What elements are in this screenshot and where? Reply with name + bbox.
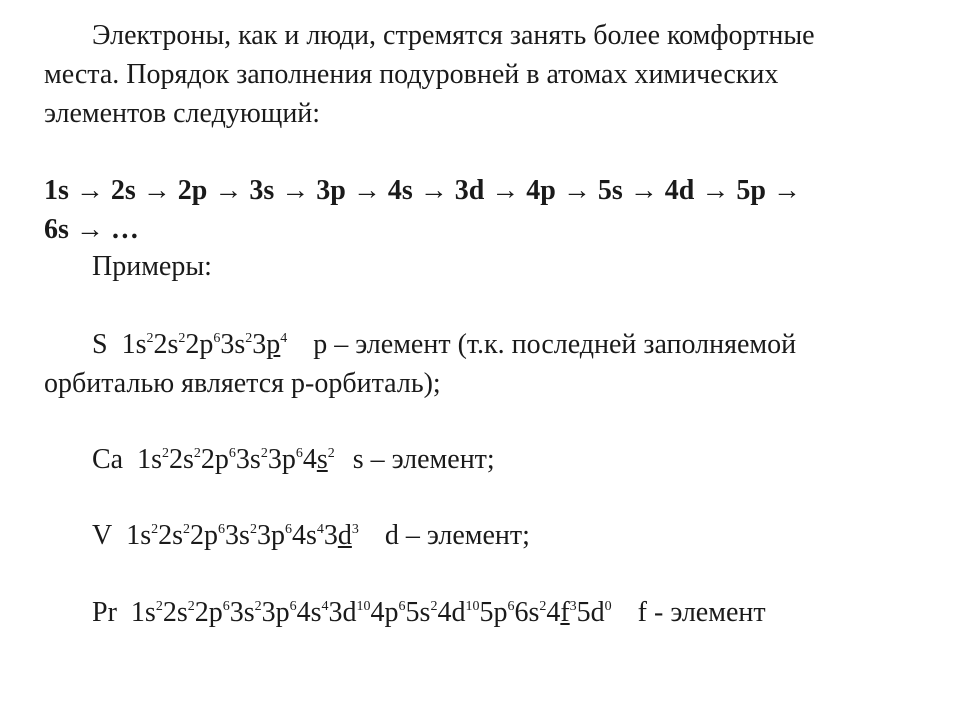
electron-count: 10: [465, 598, 480, 614]
orbital-term: 1s: [121, 329, 147, 360]
orbital-term: s: [316, 444, 328, 475]
orbital-term: 3s: [235, 444, 261, 475]
electron-count: 2: [260, 445, 268, 461]
electron-count: 6: [213, 330, 221, 346]
electron-count: 4: [280, 330, 288, 346]
orbital-term: 3p: [267, 444, 296, 475]
orbital-term: p: [266, 329, 281, 360]
electron-count: 2: [178, 330, 186, 346]
electron-count: 2: [146, 330, 154, 346]
electron-count: 2: [327, 445, 335, 461]
electron-count: 2: [539, 598, 547, 614]
orbital-term: 2p: [190, 520, 219, 551]
element-type-note: s – элемент;: [352, 444, 495, 475]
orbital-term: 2s: [169, 444, 194, 475]
electron-count: 4: [316, 521, 324, 537]
electron-count: 10: [356, 598, 371, 614]
orbital-term: 1s: [137, 444, 163, 475]
intro-line-1: Электроны, как и люди, стремятся занять более комфортные: [92, 20, 815, 51]
electron-count: 2: [162, 445, 170, 461]
electron-configuration: [122, 329, 288, 360]
electron-count: 0: [604, 598, 612, 614]
electron-count: 6: [295, 445, 303, 461]
orbital-term: 4d: [437, 597, 466, 628]
electron-count: 3: [569, 598, 577, 614]
electron-count: 2: [155, 598, 163, 614]
example-praseodymium: [92, 595, 766, 631]
orbital-term: 5p: [479, 597, 508, 628]
filling-order-line-2: 6s → …: [44, 214, 139, 245]
electron-count: 6: [218, 521, 226, 537]
orbital-term: 3: [323, 520, 338, 551]
orbital-term: 2s: [162, 597, 188, 628]
orbital-term: 3s: [229, 597, 255, 628]
electron-count: 2: [151, 521, 159, 537]
orbital-term: 3: [252, 329, 267, 360]
examples-heading: Примеры:: [92, 251, 212, 282]
example-sulfur-note-cont: орбиталью является р-орбиталь);: [44, 368, 441, 399]
element-symbol: Pr: [92, 597, 117, 628]
electron-count: 2: [187, 598, 195, 614]
electron-configuration: [126, 520, 359, 551]
electron-count: 6: [398, 598, 406, 614]
orbital-term: 4: [302, 444, 317, 475]
orbital-term: 3p: [261, 597, 290, 628]
example-vanadium: [92, 518, 530, 554]
element-symbol: Ca: [92, 444, 124, 475]
orbital-term: d: [337, 520, 352, 551]
electron-count: 2: [193, 445, 201, 461]
electron-count: 2: [254, 598, 262, 614]
electron-count: 2: [245, 330, 253, 346]
electron-count: 4: [321, 598, 329, 614]
element-type-note: p – элемент (т.к. последней заполняемой: [313, 329, 797, 360]
orbital-term: 3d: [328, 597, 357, 628]
filling-order-line-1: 1s → 2s → 2p → 3s → 3p → 4s → 3d → 4p → 5s → 4d → 5p →: [44, 175, 801, 206]
orbital-term: f: [560, 597, 570, 628]
electron-count: 2: [249, 521, 257, 537]
orbital-term: 2p: [194, 597, 223, 628]
electron-count: 6: [507, 598, 515, 614]
orbital-term: 3p: [256, 520, 285, 551]
orbital-term: 2s: [158, 520, 184, 551]
orbital-term: 3s: [225, 520, 250, 551]
orbital-term: 4p: [370, 597, 399, 628]
electron-count: 3: [351, 521, 359, 537]
electron-count: 6: [289, 598, 297, 614]
orbital-term: 3s: [220, 329, 246, 360]
example-sulfur: [92, 327, 796, 363]
orbital-term: 5d: [576, 597, 605, 628]
orbital-term: 4: [546, 597, 561, 628]
orbital-term: 1s: [126, 520, 152, 551]
orbital-term: 1s: [130, 597, 156, 628]
electron-count: 2: [183, 521, 191, 537]
electron-count: 6: [284, 521, 292, 537]
orbital-term: 2p: [200, 444, 229, 475]
intro-line-2: места. Порядок заполнения подуровней в атомах химических: [44, 59, 779, 90]
element-type-note: f - элемент: [637, 597, 766, 628]
orbital-term: 5s: [405, 597, 431, 628]
element-type-note: d – элемент;: [384, 520, 530, 551]
element-symbol: V: [92, 520, 113, 551]
intro-line-3: элементов следующий:: [44, 98, 321, 129]
electron-count: 6: [228, 445, 236, 461]
electron-count: 6: [222, 598, 230, 614]
orbital-term: 2s: [153, 329, 179, 360]
electron-configuration: [131, 597, 612, 628]
orbital-term: 4s: [296, 597, 322, 628]
orbital-term: 4s: [291, 520, 317, 551]
orbital-term: 2p: [185, 329, 214, 360]
example-calcium: [92, 442, 495, 478]
electron-count: 2: [430, 598, 438, 614]
orbital-term: 6s: [514, 597, 540, 628]
element-symbol: S: [92, 329, 108, 360]
electron-configuration: [137, 444, 335, 475]
